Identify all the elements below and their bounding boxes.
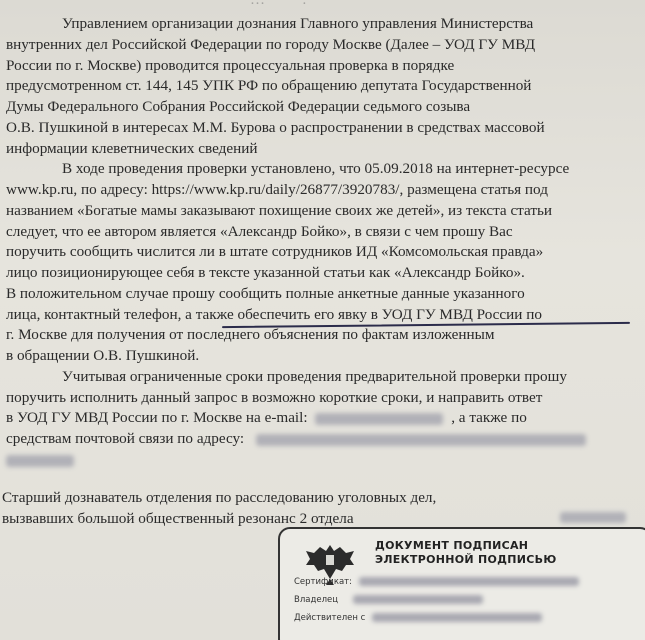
p1-line-4: предусмотренном ст. 144, 145 УПК РФ по обращению депутата Государственной [6, 77, 532, 94]
p2-line-8: лица, контактный телефон, а также обеспечить его явку в УОД ГУ МВД России по [6, 306, 542, 323]
redacted-address [256, 434, 586, 446]
p1-line-1: Управлением организации дознания Главного управления Министерства [62, 15, 534, 32]
stamp-owner-label: Владелец [294, 595, 339, 605]
signer-title-2: вызвавших большой общественный резонанс 2 отдела [2, 510, 354, 527]
p3-line-4 [6, 429, 586, 450]
stamp-title-2: ЭЛЕКТРОННОЙ ПОДПИСЬЮ [375, 553, 557, 566]
p3-line-3 [6, 408, 527, 429]
p3-line-1: Учитывая ограниченные сроки проведения предварительной проверки прошу [62, 368, 567, 385]
redacted-signer-name [560, 512, 626, 523]
stamp-valid-label: Действителен с [294, 613, 366, 623]
stamp-owner-row [294, 595, 483, 605]
p3-line-3-text: в УОД ГУ МВД России по г. Москве на e-mail: [6, 409, 308, 426]
redacted-cert [359, 577, 579, 586]
p3-line-3-tail: , а также по [451, 409, 527, 426]
p3-line-2: поручить исполнить данный запрос в возможно короткие сроки, и направить ответ [6, 389, 543, 406]
p1-line-7: информации клеветнических сведений [6, 140, 258, 157]
p2-line-2: www.kp.ru, по адресу: https://www.kp.ru/daily/26877/3920783/, размещена статья под [6, 181, 548, 198]
p2-line-9: г. Москве для получения от последнего объяснения по фактам изложенным [6, 326, 495, 343]
cut-off-header [0, 0, 645, 8]
stamp-cert-row [294, 577, 579, 587]
p3-line-5 [6, 450, 74, 471]
stamp-title-1: ДОКУМЕНТ ПОДПИСАН [375, 539, 529, 552]
stamp-valid-row [294, 613, 542, 623]
redacted-validity [372, 613, 542, 622]
p2-line-4: следует, что ее автором является «Александр Бойко», в связи с чем прошу Вас [6, 223, 513, 240]
signer-title-1: Старший дознаватель отделения по расследованию уголовных дел, [2, 489, 437, 506]
p3-line-4-text: средствам почтовой связи по адресу: [6, 430, 245, 447]
p2-line-1: В ходе проведения проверки установлено, что 05.09.2018 на интернет-ресурсе [62, 160, 570, 177]
redacted-owner [353, 595, 483, 604]
redacted-address-cont [6, 455, 74, 467]
redacted-email [315, 413, 443, 425]
p1-line-2: внутренних дел Российской Федерации по городу Москве (Далее – УОД ГУ МВД [6, 36, 536, 53]
header-ghost-text: … . [250, 0, 307, 8]
p2-line-7: В положительном случае прошу сообщить полные анкетные данные указанного [6, 285, 525, 302]
p2-line-10: в обращении О.В. Пушкиной. [6, 347, 200, 364]
p1-line-5: Думы Федерального Собрания Российской Федерации седьмого созыва [6, 98, 471, 115]
p2-line-6: лицо позиционирующее себя в тексте указанной статьи как «Александр Бойко». [6, 264, 525, 281]
electronic-signature-stamp [278, 527, 645, 640]
p2-line-5: поручить сообщить числится ли в штате сотрудников ИД «Комсомольская правда» [6, 243, 544, 260]
p1-line-3: России по г. Москве) проводится процессуальная проверка в порядке [6, 57, 455, 74]
stamp-cert-label: Сертификат: [294, 577, 352, 587]
p2-line-3: названием «Богатые мамы заказывают похищение своих же детей», из текста статьи [6, 202, 553, 219]
p1-line-6: О.В. Пушкиной в интересах М.М. Бурова о распространении в средствах массовой [6, 119, 545, 136]
